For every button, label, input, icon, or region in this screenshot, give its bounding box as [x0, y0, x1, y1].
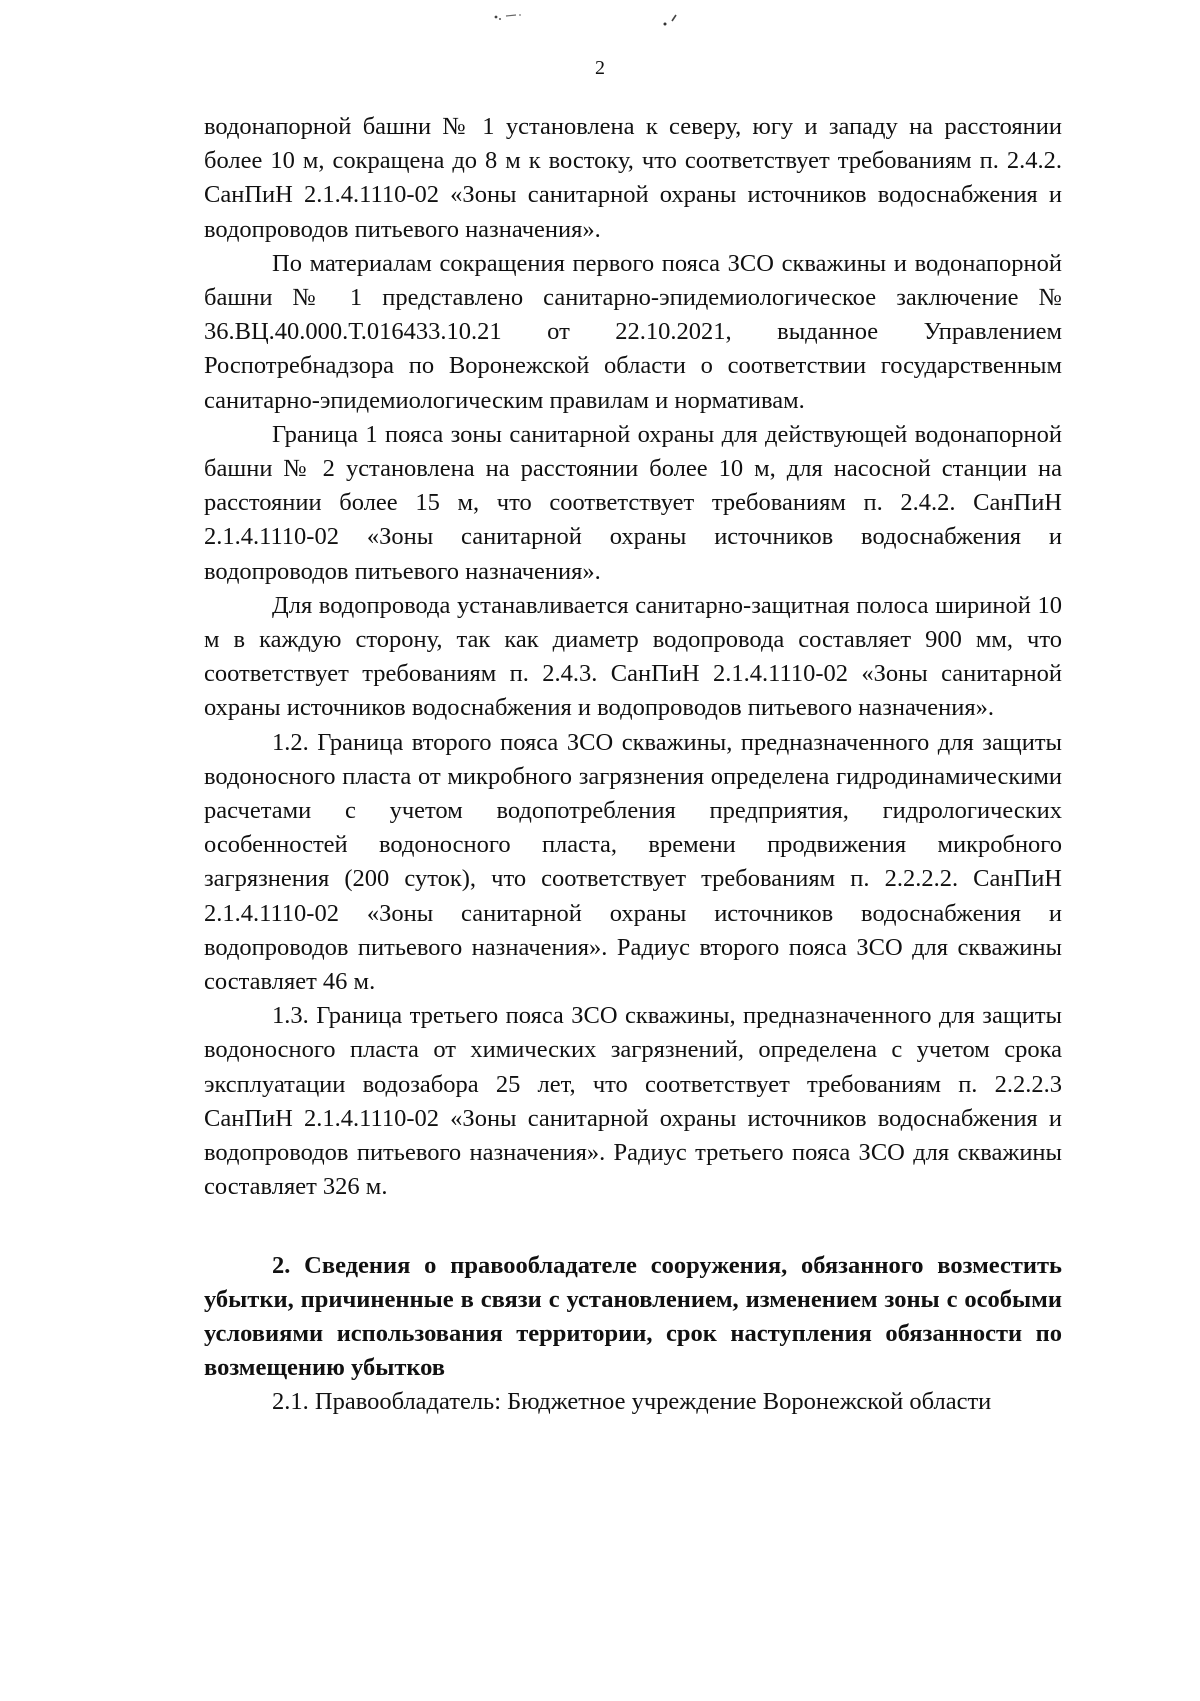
page-number: 2: [595, 57, 605, 79]
paragraph: 1.3. Граница третьего пояса ЗСО скважины, предназначенного для защиты водоносного пласта от химических загрязнений, определена с учетом срока эксплуатации водозабора 25 лет, что соответствует требованиям п. 2.2.2.3 СанПиН 2.1.4.1110-02 «Зоны санитарной охраны источников водоснабжения и водопроводов питьевого назначения». Радиус третьего пояса ЗСО для скважины составляет 326 м.: [204, 1002, 1062, 1201]
scan-specks: [0, 0, 1200, 60]
paragraph: 2.1. Правообладатель: Бюджетное учреждение Воронежской области: [272, 1388, 992, 1416]
paragraph: По материалам сокращения первого пояса ЗСО скважины и водонапорной башни № 1 представлено санитарно-эпидемиологическое заключение № 36.ВЦ.40.000.Т.016433.10.21 от 22.10.2021, выданное Управлением Роспотребнадзора по Воронежской области о соответствии государственным санитарно-эпидемиологическим правилам и нормативам.: [204, 249, 1062, 414]
paragraph: Для водопровода устанавливается санитарно-защитная полоса шириной 10 м в каждую сторону, так как диаметр водопровода составляет 900 мм, что соответствует требованиям п. 2.4.3. СанПиН 2.1.4.1110-02 «Зоны санитарной охраны источников водоснабжения и водопроводов питьевого назначения».: [204, 591, 1062, 722]
document-body: [204, 110, 1062, 1420]
paragraph: 1.2. Граница второго пояса ЗСО скважины, предназначенного для защиты водоносного пласта от микробного загрязнения определена гидродинамическими расчетами с учетом водопотребления предприятия, гидрологических особенностей водоносного пласта, времени продвижения микробного загрязнения (200 суток), что соответствует требованиям п. 2.2.2.2. СанПиН 2.1.4.1110-02 «Зоны санитарной охраны источников водоснабжения и водопроводов питьевого назначения». Радиус второго пояса ЗСО для скважины составляет 46 м.: [204, 728, 1062, 996]
paragraph: водонапорной башни № 1 установлена к северу, югу и западу на расстоянии более 10 м, сокращена до 8 м к востоку, что соответствует требованиям п. 2.4.2. СанПиН 2.1.4.1110-02 «Зоны санитарной охраны источников водоснабжения и водопроводов питьевого назначения».: [204, 113, 1062, 243]
section-heading: 2. Сведения о правообладателе сооружения, обязанного возместить убытки, причиненные в связи с установлением, изменением зоны с особыми условиями использования территории, срок наступления обязанности по возмещению убытков: [204, 1251, 1062, 1382]
paragraph: Граница 1 пояса зоны санитарной охраны для действующей водонапорной башни № 2 установлена на расстоянии более 10 м, для насосной станции на расстоянии более 15 м, что соответствует требованиям п. 2.4.2. СанПиН 2.1.4.1110-02 «Зоны санитарной охраны источников водоснабжения и водопроводов питьевого назначения».: [204, 420, 1062, 585]
